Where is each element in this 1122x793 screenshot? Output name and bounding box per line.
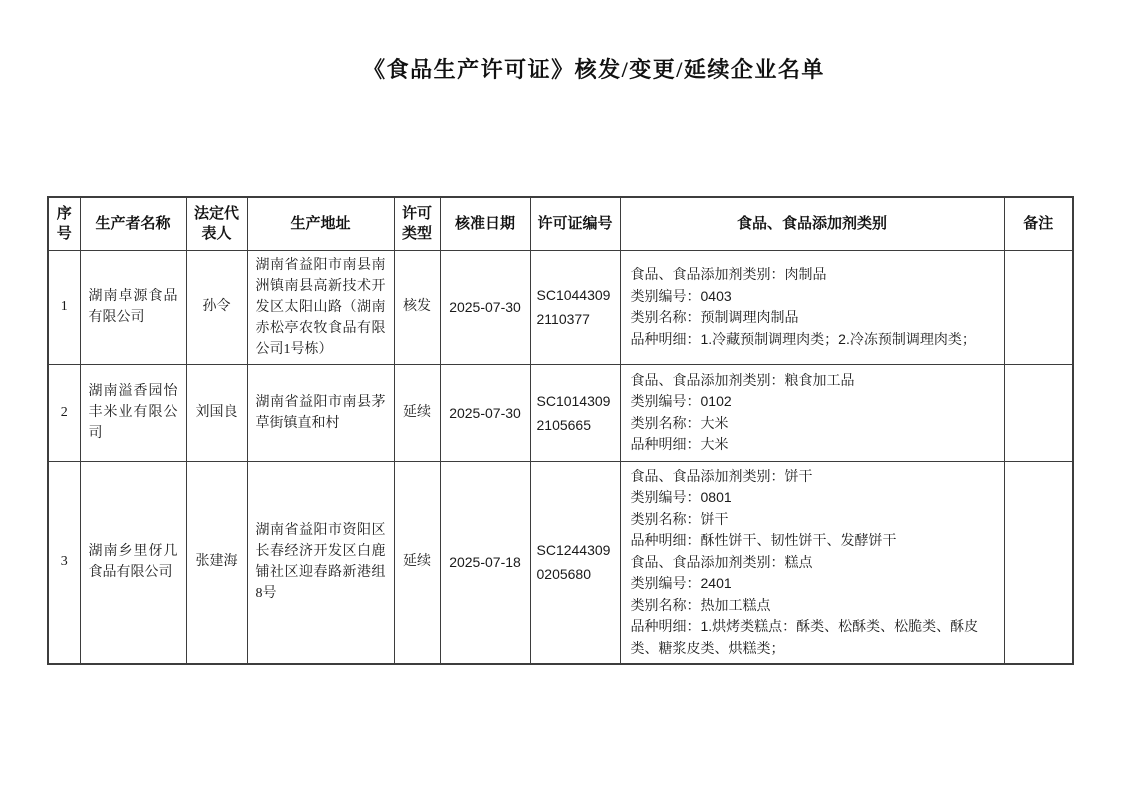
license-table	[47, 196, 1074, 665]
cell-license-number: SC12443090205680	[530, 461, 620, 664]
cell-seq: 1	[48, 250, 80, 364]
cell-legal-representative: 刘国良	[186, 364, 247, 461]
cell-production-address: 湖南省益阳市资阳区长春经济开发区白鹿铺社区迎春路新港组8号	[247, 461, 394, 664]
header-producer: 生产者名称	[80, 197, 186, 250]
category-line: 类别名称：热加工糕点	[630, 596, 771, 613]
cell-seq: 3	[48, 461, 80, 664]
cell-license-type: 延续	[394, 461, 440, 664]
category-line: 类别名称：饼干	[630, 510, 729, 527]
cell-legal-representative: 张建海	[186, 461, 247, 664]
header-license-number: 许可证编号	[530, 197, 620, 250]
header-address: 生产地址	[247, 197, 394, 250]
category-line: 类别编号：2401	[630, 575, 732, 591]
cell-category	[620, 461, 1004, 664]
category-line: 食品、食品添加剂类别：肉制品	[630, 266, 827, 282]
table-header-row	[48, 197, 1073, 250]
cell-approval-date: 2025-07-18	[440, 461, 530, 664]
category-line: 品种明细：1.冷藏预制调理肉类；2.冷冻预制调理肉类；	[630, 330, 976, 347]
category-line: 类别编号：0801	[630, 489, 732, 505]
header-approval-date: 核准日期	[440, 197, 530, 250]
cell-seq: 2	[48, 364, 80, 461]
cell-approval-date: 2025-07-30	[440, 364, 530, 461]
cell-remark	[1004, 364, 1073, 461]
table-row	[48, 461, 1073, 664]
cell-producer-name: 湖南卓源食品有限公司	[80, 250, 186, 364]
category-line: 类别编号：0403	[630, 287, 732, 304]
cell-approval-date: 2025-07-30	[440, 250, 530, 364]
category-line: 品种明细：1.烘烤类糕点：酥类、松酥类、松脆类、酥皮类、糖浆皮类、烘糕类；	[630, 618, 979, 656]
header-legal-representative: 法定代表人	[186, 197, 247, 250]
category-line: 食品、食品添加剂类别：糕点	[630, 553, 813, 570]
category-line: 类别编号：0102	[630, 393, 732, 409]
cell-license-type: 核发	[394, 250, 440, 364]
category-line: 品种明细：酥性饼干、韧性饼干、发酵饼干	[630, 532, 897, 548]
cell-remark	[1004, 250, 1073, 364]
cell-remark	[1004, 461, 1073, 664]
table-row	[48, 250, 1073, 364]
table-row	[48, 364, 1073, 461]
cell-license-type: 延续	[394, 364, 440, 461]
cell-category	[620, 250, 1004, 364]
category-line: 类别名称：预制调理肉制品	[630, 309, 799, 325]
header-category: 食品、食品添加剂类别	[620, 197, 1004, 250]
cell-producer-name: 湖南乡里伢几食品有限公司	[80, 461, 186, 664]
category-line: 食品、食品添加剂类别：饼干	[630, 467, 813, 484]
cell-production-address: 湖南省益阳市南县茅草街镇直和村	[247, 364, 394, 461]
category-line: 品种明细：大米	[630, 436, 729, 452]
cell-license-number: SC10143092105665	[530, 364, 620, 461]
cell-legal-representative: 孙令	[186, 250, 247, 364]
cell-license-number: SC10443092110377	[530, 250, 620, 364]
page-title: 《食品生产许可证》核发/变更/延续企业名单	[363, 57, 825, 82]
cell-producer-name: 湖南溢香园怡丰米业有限公司	[80, 364, 186, 461]
header-seq: 序号	[48, 197, 80, 250]
category-line: 食品、食品添加剂类别：粮食加工品	[630, 371, 855, 388]
cell-category	[620, 364, 1004, 461]
header-remark: 备注	[1004, 197, 1073, 250]
header-license-type: 许可类型	[394, 197, 440, 250]
cell-production-address: 湖南省益阳市南县南洲镇南县高新技术开发区太阳山路（湖南赤松亭农牧食品有限公司1号栋）	[247, 250, 394, 364]
category-line: 类别名称：大米	[630, 414, 729, 431]
